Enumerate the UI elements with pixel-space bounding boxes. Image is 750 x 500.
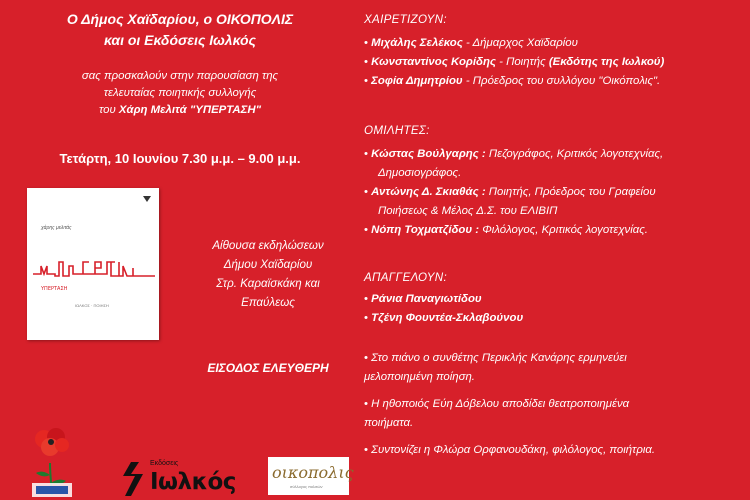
bookmark-icon [143, 196, 151, 202]
invitation-prefix: του [99, 104, 119, 116]
greeting-item: • Μιχάλης Σελέκος - Δήμαρχος Χαϊδαρίου [364, 37, 578, 49]
speakers-title: ΟΜΙΛΗΤΕΣ: [364, 124, 430, 137]
municipality-logo-icon [26, 425, 78, 497]
organizers-line-1: Ο Δήμος Χαϊδαρίου, ο ΟΙΚΟΠΟΛΙΣ [66, 11, 294, 27]
iolkos-name: Ιωλκός [150, 469, 236, 495]
invitation-line-1: σας προσκαλούν στην παρουσίαση της [81, 70, 279, 82]
speaker-item: • Νόπη Τοχματζίδου : Φιλόλογος, Κριτικός λογοτεχνίας. [364, 224, 648, 236]
event-datetime: Τετάρτη, 10 Ιουνίου 7.30 μ.μ. – 9.00 μ.μ. [59, 151, 301, 166]
speaker-item-cont: Ποιήσεως & Μέλος Δ.Σ. του ΕΛΙΒΙΠ [378, 205, 558, 217]
reciter-item: • Τζένη Φουντέα-Σκλαβούνου [364, 312, 524, 324]
book-title-art [33, 236, 155, 296]
notes-section [364, 349, 655, 460]
book-author: χάρης μελιτάς [41, 225, 72, 231]
venue-line-3: Στρ. Καραϊσκάκη και [216, 277, 320, 290]
reciter-item: • Ράνια Παναγιωτίδου [364, 293, 482, 305]
organizers-heading [0, 9, 360, 51]
oikopolis-logo [268, 457, 354, 495]
note-item: • Η ηθοποιός Εύη Δόβελου αποδίδει θεατροποιημένα [364, 398, 630, 410]
speaker-item: • Αντώνης Δ. Σκιαθάς : Ποιητής, Πρόεδρος του Γραφείου [364, 186, 656, 198]
note-item: • Συντονίζει η Φλώρα Ορφανουδάκη, φιλόλογος, ποιήτρια. [364, 444, 656, 456]
poet-and-title: Χάρη Μελιτά "ΥΠΕΡΤΑΣΗ" [118, 104, 261, 116]
greetings-title: ΧΑΙΡΕΤΙΖΟΥΝ: [364, 13, 447, 26]
speakers-section [364, 124, 663, 240]
greeting-item: • Σοφία Δημητρίου - Πρόεδρος του συλλόγου "Οικόπολις". [364, 75, 661, 87]
free-entry: ΕΙΣΟΔΟΣ ΕΛΕΥΘΕΡΗ [207, 361, 329, 375]
right-column [364, 0, 750, 500]
iolkos-mark-icon [117, 458, 149, 498]
note-item-cont: μελοποιημένη ποίηση. [364, 371, 475, 383]
invitation-line-2: τελευταίας ποιητικής συλλογής [103, 87, 257, 99]
reciters-title: ΑΠΑΓΓΕΛΟΥΝ: [364, 271, 447, 284]
greetings-section [364, 13, 664, 91]
venue-line-2: Δήμου Χαϊδαρίου [223, 258, 313, 271]
note-item-cont: ποιήματα. [364, 417, 414, 429]
iolkos-sub: Εκδόσεις [150, 460, 179, 467]
reciters-section [364, 271, 523, 328]
book-publisher: ΙΩΛΚΟΣ · ΠΟΙΗΣΗ [75, 303, 109, 308]
venue-line-4: Επαύλεως [241, 296, 295, 309]
invitation-line-3 [0, 102, 360, 119]
venue-line-1: Αίθουσα εκδηλώσεων [212, 239, 324, 252]
organizers-line-2: και οι Εκδόσεις Ιωλκός [104, 32, 256, 48]
invitation-text [0, 68, 360, 119]
book-title-text: ΥΠΕΡΤΑΣΗ [41, 286, 68, 292]
venue-info [178, 236, 358, 312]
left-column [0, 0, 360, 500]
speaker-item: • Κώστας Βούλγαρης : Πεζογράφος, Κριτικός λογοτεχνίας, [364, 148, 664, 160]
iolkos-logo [115, 456, 235, 500]
greeting-item: • Κωνσταντίνος Κορίδης - Ποιητής (Εκδότης της Ιωλκού) [364, 56, 665, 68]
oikopolis-name: οικοπολις [272, 463, 354, 482]
note-item: • Στο πιάνο ο συνθέτης Περικλής Κανάρης ερμηνεύει [364, 352, 627, 364]
oikopolis-tag: σύλλογος πολιτών [290, 484, 323, 489]
speaker-item-cont: Δημοσιογράφος. [378, 167, 462, 179]
book-cover [27, 188, 159, 340]
